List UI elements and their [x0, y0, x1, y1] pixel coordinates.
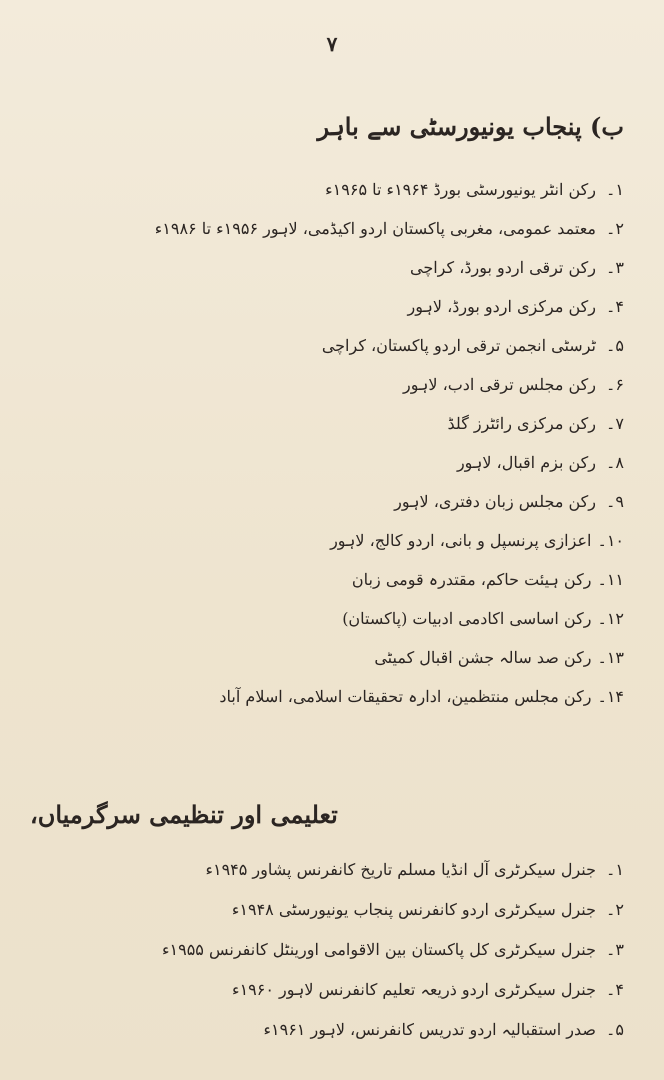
- item-text: رکن صد سالہ جشن اقبال کمیٹی: [374, 648, 592, 667]
- item-text: رکن ترقی اردو بورڈ، کراچی: [409, 258, 596, 277]
- item-number: ۷۔: [606, 414, 624, 433]
- item-number: ۵۔: [606, 336, 624, 355]
- item-text: جنرل سیکرٹری کل پاکستان بین الاقوامی اورینٹل کانفرنس ۱۹۵۵ء: [161, 940, 596, 959]
- list-item: [155, 248, 624, 287]
- item-number: ۱۰۔: [597, 531, 624, 550]
- section-heading-activities: [30, 800, 338, 829]
- item-text: رکن بزم اقبال، لاہور: [456, 453, 596, 472]
- outside-university-list: [155, 170, 624, 716]
- item-text: رکن مجلس زبان دفتری، لاہور: [394, 492, 596, 511]
- item-text: رکن مجلس منتظمین، ادارہ تحقیقات اسلامی، اسلام آباد: [219, 687, 592, 706]
- item-text: جنرل سیکرٹری آل انڈیا مسلم تاریخ کانفرنس پشاور ۱۹۴۵ء: [205, 860, 596, 879]
- item-text: رکن مرکزی رائٹرز گلڈ: [447, 414, 596, 433]
- list-item: [162, 890, 624, 930]
- item-text: معتمد عمومی، مغربی پاکستان اردو اکیڈمی، لاہور ۱۹۵۶ء تا ۱۹۸۶ء: [154, 219, 596, 238]
- item-number: ۴۔: [606, 297, 624, 316]
- item-text: جنرل سیکرٹری اردو ذریعہ تعلیم کانفرنس لاہور ۱۹۶۰ء: [232, 980, 596, 999]
- item-number: ۳۔: [606, 258, 624, 277]
- item-text: ٹرسٹی انجمن ترقی اردو پاکستان، کراچی: [321, 336, 596, 355]
- activities-list: [162, 850, 624, 1050]
- item-number: ۱۔: [606, 860, 624, 879]
- section-heading-activities-text: تعلیمی اور تنظیمی سرگرمیاں،: [30, 800, 338, 829]
- list-item: [162, 970, 624, 1010]
- item-number: ۹۔: [606, 492, 624, 511]
- item-text: رکن ہیئت حاکم، مقتدرہ قومی زبان: [351, 570, 592, 589]
- list-item: [155, 326, 624, 365]
- item-text: رکن انٹر یونیورسٹی بورڈ ۱۹۶۴ء تا ۱۹۶۵ء: [325, 180, 596, 199]
- item-text: رکن اساسی اکادمی ادبیات (پاکستان): [342, 609, 592, 628]
- item-number: ۱۴۔: [597, 687, 624, 706]
- list-item: [155, 404, 624, 443]
- item-number: ۱۳۔: [597, 648, 624, 667]
- list-item: [162, 1010, 624, 1050]
- list-item: [162, 930, 624, 970]
- list-item: [155, 599, 624, 638]
- item-number: ۳۔: [606, 940, 624, 959]
- list-item: [155, 677, 624, 716]
- item-number: ۸۔: [606, 453, 624, 472]
- item-number: ۱۲۔: [597, 609, 624, 628]
- list-item: [155, 638, 624, 677]
- item-number: ۵۔: [606, 1020, 624, 1039]
- item-text: رکن مرکزی اردو بورڈ، لاہور: [407, 297, 596, 316]
- item-text: صدر استقبالیہ اردو تدریس کانفرنس، لاہور ۱۹۶۱ء: [263, 1020, 596, 1039]
- item-number: ۲۔: [606, 219, 624, 238]
- page-number: ۷: [326, 32, 338, 56]
- item-number: ۶۔: [606, 375, 624, 394]
- list-item: [155, 443, 624, 482]
- list-item: [155, 560, 624, 599]
- item-number: ۱۱۔: [597, 570, 624, 589]
- list-item: [155, 521, 624, 560]
- item-text: جنرل سیکرٹری اردو کانفرنس پنجاب یونیورسٹی ۱۹۴۸ء: [231, 900, 596, 919]
- list-item: [155, 287, 624, 326]
- list-item: [155, 209, 624, 248]
- item-text: اعزازی پرنسپل و بانی، اردو کالج، لاہور: [330, 531, 592, 550]
- item-number: ۴۔: [606, 980, 624, 999]
- item-number: ۱۔: [606, 180, 624, 199]
- list-item: [155, 365, 624, 404]
- section-heading-outside-university: ب) پنجاب یونیورسٹی سے باہر: [317, 112, 624, 141]
- list-item: [155, 482, 624, 521]
- list-item: [155, 170, 624, 209]
- list-item: [162, 850, 624, 890]
- item-number: ۲۔: [606, 900, 624, 919]
- item-text: رکن مجلس ترقی ادب، لاہور: [402, 375, 596, 394]
